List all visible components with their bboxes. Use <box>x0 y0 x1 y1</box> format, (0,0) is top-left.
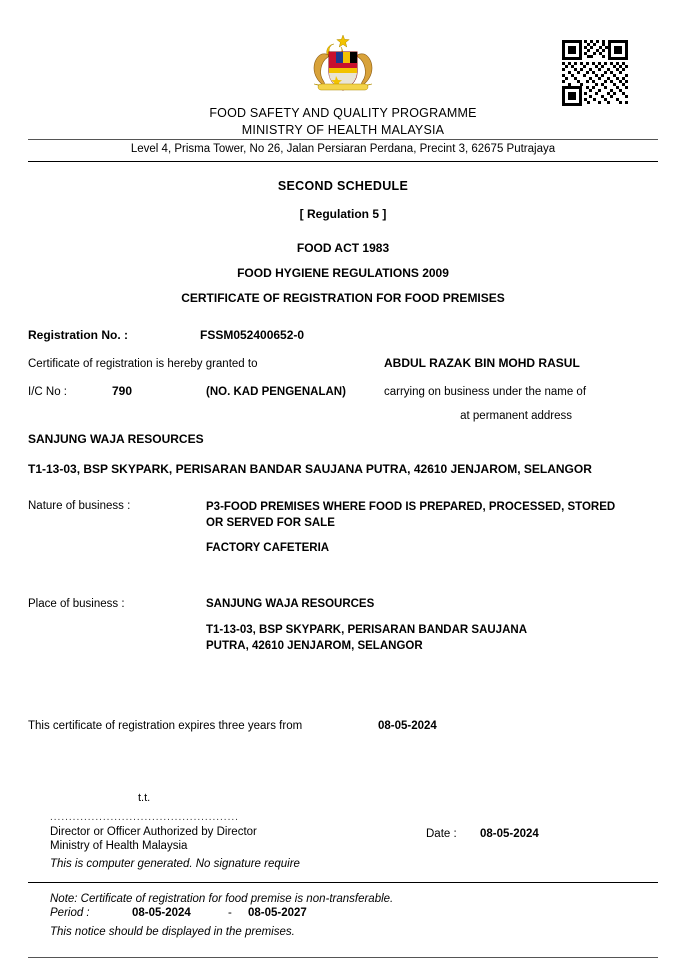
registration-number-row <box>28 328 658 342</box>
permanent-address-row <box>28 410 658 430</box>
signatory-organisation: Ministry of Health Malaysia <box>50 840 188 853</box>
period-from-date: 08-05-2024 <box>132 907 191 920</box>
carrying-on-business-text: carrying on business under the name of <box>384 386 587 399</box>
grant-row <box>28 356 658 376</box>
certificate-title: CERTIFICATE OF REGISTRATION FOR FOOD PREMISES <box>181 291 505 306</box>
place-of-business-label: Place of business : <box>28 598 125 611</box>
grant-text: Certificate of registration is hereby granted to <box>28 358 258 371</box>
nature-of-business-row <box>28 500 658 555</box>
at-permanent-address-text: at permanent address <box>460 410 572 423</box>
ic-label: I/C No : <box>28 386 67 399</box>
signature-line: .................................................. <box>50 812 239 824</box>
regulation-title: [ Regulation 5 ] <box>299 207 387 222</box>
nature-of-business-value: P3-FOOD PREMISES WHERE FOOD IS PREPARED, PROCESSED, STORED OR SERVED FOR SALE <box>206 501 616 529</box>
expiry-text: This certificate of registration expires three years from <box>28 720 303 733</box>
issuing-authority <box>28 105 658 139</box>
document-footer <box>28 893 658 951</box>
header-divider-bottom <box>28 161 658 162</box>
registration-number-label: Registration No. : <box>28 328 129 343</box>
programme-name: FOOD SAFETY AND QUALITY PROGRAMME <box>209 106 477 120</box>
authority-address-block <box>28 142 658 162</box>
ministry-name: MINISTRY OF HEALTH MALAYSIA <box>241 122 445 137</box>
authority-address: Level 4, Prisma Tower, No 26, Jalan Persiaran Perdana, Precint 3, 62675 Putrajaya <box>130 142 556 155</box>
business-name: SANJUNG WAJA RESOURCES <box>28 432 204 447</box>
ic-row <box>28 382 658 406</box>
display-notice: This notice should be displayed in the premises. <box>50 926 295 939</box>
registration-number-value: FSSM052400652-0 <box>200 328 305 343</box>
signature-date-label: Date : <box>426 828 457 841</box>
footer-divider-top <box>28 882 658 883</box>
act-title: FOOD ACT 1983 <box>296 241 390 256</box>
expiry-date: 08-05-2024 <box>378 720 437 733</box>
schedule-title: SECOND SCHEDULE <box>277 179 409 194</box>
hygiene-regulations-title: FOOD HYGIENE REGULATIONS 2009 <box>237 266 449 281</box>
footer-note: Note: Certificate of registration for food premise is non-transferable. <box>50 893 394 906</box>
place-of-business-row <box>28 598 658 658</box>
computer-generated-note: This is computer generated. No signature require <box>50 858 300 871</box>
signature-tt-label: t.t. <box>138 792 151 805</box>
nature-of-business-subtype: FACTORY CAFETERIA <box>206 542 330 555</box>
period-to-date: 08-05-2027 <box>248 907 307 920</box>
document-header <box>28 0 658 105</box>
ic-value: 790 <box>112 384 133 399</box>
place-of-business-name: SANJUNG WAJA RESOURCES <box>206 598 375 611</box>
period-label: Period : <box>50 907 90 920</box>
business-address: T1-13-03, BSP SKYPARK, PERISARAN BANDAR SAUJANA PUTRA, 42610 JENJAROM, SELANGOR <box>28 462 592 477</box>
signature-date-value: 08-05-2024 <box>480 828 539 841</box>
nature-of-business-label: Nature of business : <box>28 500 131 513</box>
period-dash: - <box>228 907 232 920</box>
holder-name: ABDUL RAZAK BIN MOHD RASUL <box>384 356 580 371</box>
signature-block <box>28 792 658 872</box>
ic-kad-pengenalan-label: (NO. KAD PENGENALAN) <box>206 386 346 399</box>
signatory-title: Director or Officer Authorized by Director <box>50 826 257 839</box>
expiry-row <box>28 720 658 740</box>
qr-code-icon <box>560 38 630 108</box>
title-block <box>28 179 658 305</box>
malaysia-coat-of-arms-icon <box>300 32 386 94</box>
period-row <box>50 907 658 925</box>
place-of-business-address: T1-13-03, BSP SKYPARK, PERISARAN BANDAR SAUJANA PUTRA, 42610 JENJAROM, SELANGOR <box>206 624 527 653</box>
header-divider-top <box>28 139 658 140</box>
certificate-body <box>28 328 658 872</box>
